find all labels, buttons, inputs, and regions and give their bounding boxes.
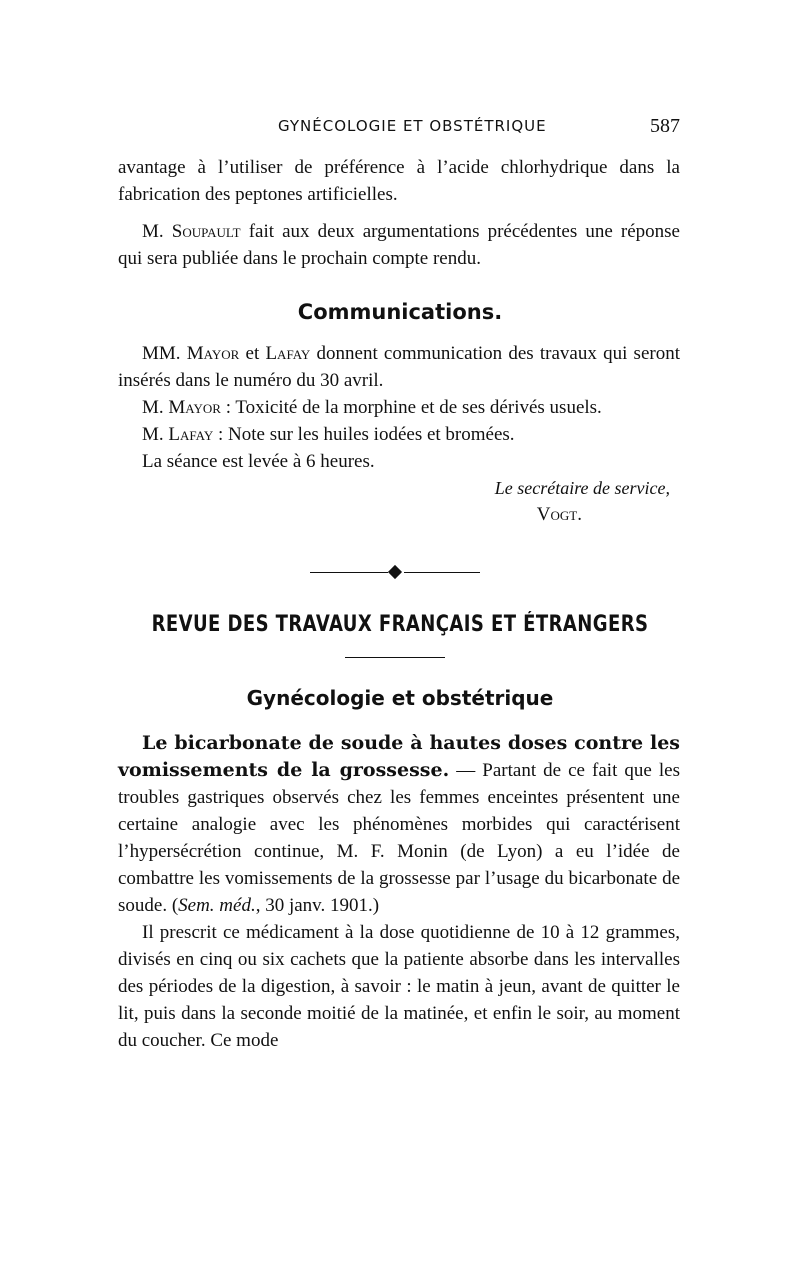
article-reference: Sem. méd. xyxy=(178,895,256,916)
communications-paragraph-text: donnent communication des travaux qui seront insérés dans le numéro du 30 avril. xyxy=(118,343,680,391)
author-name-1: Mayor xyxy=(186,343,240,364)
communications-block xyxy=(118,340,680,475)
revue-heading: REVUE DES TRAVAUX FRANÇAIS ET ÉTRANGERS xyxy=(151,612,649,637)
communications-heading: Communications. xyxy=(297,300,503,324)
ornament-line-right xyxy=(404,572,480,573)
item-1-title: : Toxicité de la morphine et de ses dérivés usuels. xyxy=(220,397,602,418)
running-title: GYNÉCOLOGIE ET OBSTÉTRIQUE xyxy=(278,117,547,135)
article-block xyxy=(118,730,680,1054)
page-number: 587 xyxy=(650,115,680,137)
author-name-2: Lafay xyxy=(265,343,311,364)
speaker-name: M. Soupault xyxy=(142,221,241,242)
article-paragraph-2: Il prescrit ce médicament à la dose quotidienne de 10 à 12 grammes, divisés en cinq ou six cachets que la patiente absorbe dans les intervalles des périodes de la digestion, à savoir : le matin à jeun, avant de quitter le lit, puis dans la seconde moitié de la matinée, et enfin le soir, au moment du coucher. Ce mode xyxy=(118,922,680,1051)
communication-item-1 xyxy=(118,394,680,421)
section-ornament xyxy=(310,566,480,580)
conjunction: et xyxy=(239,343,266,364)
article-paragraph-1 xyxy=(118,730,680,919)
item-2-title: : Note sur les huiles iodées et bromées. xyxy=(213,424,515,445)
signature-role: Le secrétaire de service, xyxy=(494,478,670,498)
running-header xyxy=(118,117,680,139)
intro-paragraph-1: avantage à l’utiliser de préférence à l’acide chlorhydrique dans la fabrication des peptones artificielles. xyxy=(118,157,680,205)
intro-block xyxy=(118,154,680,272)
article-title: Le bicarbonate de soude à hautes doses contre les vomissements de la grossesse. xyxy=(118,732,680,781)
intro-paragraph-2 xyxy=(118,218,680,272)
heading-rule xyxy=(345,657,445,658)
ornament-diamond-icon xyxy=(388,565,402,579)
item-1-author: M. Mayor xyxy=(142,397,221,418)
ornament-line-left xyxy=(310,572,388,573)
article-paragraph-1-text: — Partant de ce fait que les troubles gastriques observés chez les femmes enceintes présentent une certaine analogie avec les phénomènes morbides qui caractérisent l’hypersécrétion continue, M. F. Monin (de Lyon) a eu l’idée de combattre les vomissements de la grossesse par l’usage du bicarbonate de soude. ( xyxy=(118,760,680,916)
signature-name: Vogt. xyxy=(536,504,582,525)
communications-paragraph xyxy=(118,340,680,394)
intro-paragraph-2-text: fait aux deux argumentations précédentes une réponse qui sera publiée dans le prochain compte rendu. xyxy=(118,221,680,269)
section-heading: Gynécologie et obstétrique xyxy=(246,686,554,710)
communication-item-2 xyxy=(118,421,680,448)
closing-line: La séance est levée à 6 heures. xyxy=(142,451,375,472)
mm-prefix: MM. xyxy=(142,343,187,364)
item-2-author: M. Lafay xyxy=(142,424,214,445)
article-reference-tail: , 30 janv. 1901.) xyxy=(255,895,380,916)
